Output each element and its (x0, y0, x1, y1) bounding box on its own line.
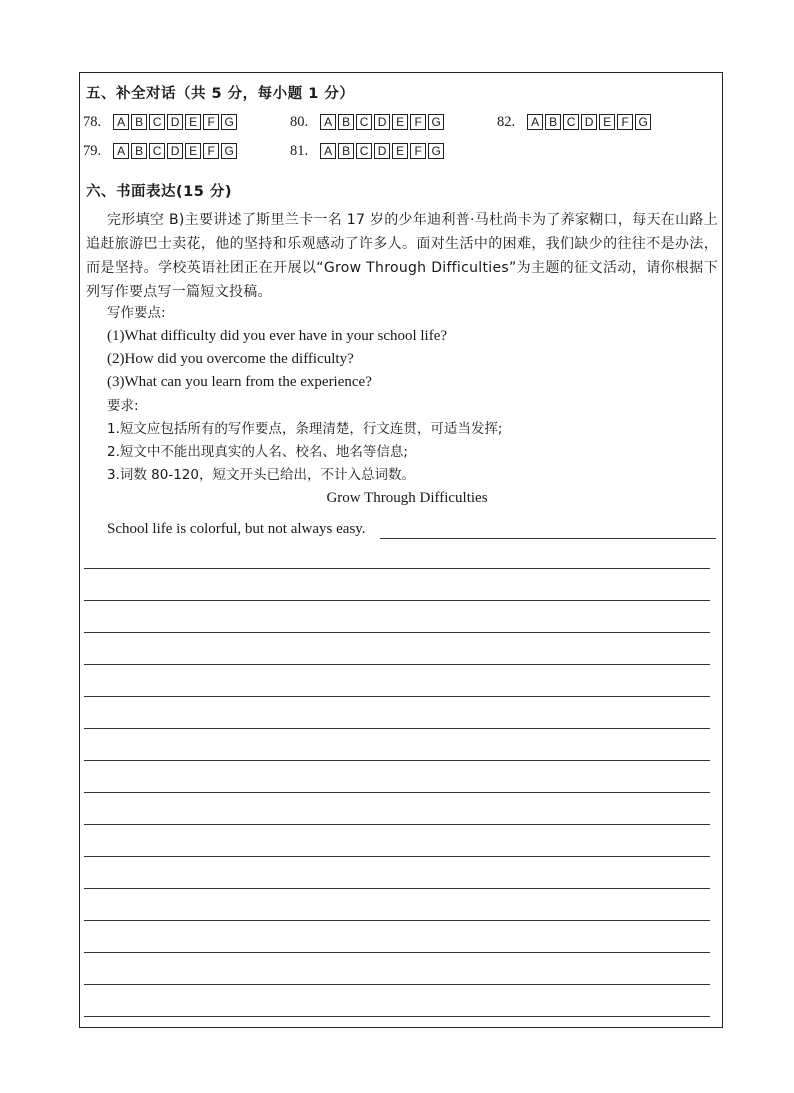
writing-line[interactable] (84, 920, 710, 921)
option-f-box[interactable]: F (410, 143, 426, 159)
option-d-box[interactable]: D (581, 114, 597, 130)
writing-points-label: 写作要点: (107, 305, 166, 321)
option-g-box[interactable]: G (221, 114, 237, 130)
writing-line[interactable] (84, 856, 710, 857)
option-a-box[interactable]: A (320, 143, 336, 159)
requirement-3: 3.词数 80-120，短文开头已给出，不计入总词数。 (107, 467, 415, 483)
option-b-box[interactable]: B (545, 114, 561, 130)
option-a-box[interactable]: A (527, 114, 543, 130)
option-e-box[interactable]: E (185, 143, 201, 159)
option-b-box[interactable]: B (131, 143, 147, 159)
option-b-box[interactable]: B (338, 143, 354, 159)
option-group (320, 114, 446, 130)
writing-line[interactable] (84, 696, 710, 697)
option-d-box[interactable]: D (374, 114, 390, 130)
essay-title: Grow Through Difficulties (326, 490, 488, 506)
option-b-box[interactable]: B (131, 114, 147, 130)
option-group (320, 143, 446, 159)
requirement-1: 1.短文应包括所有的写作要点，条理清楚，行文连贯，可适当发挥; (107, 421, 503, 437)
question-number: 78. (83, 113, 102, 130)
option-d-box[interactable]: D (167, 114, 183, 130)
section-6-title: 六、书面表达(15 分) (86, 184, 232, 200)
option-c-box[interactable]: C (356, 143, 372, 159)
writing-line[interactable] (84, 984, 710, 985)
writing-prompt-intro: 完形填空 B)主要讲述了斯里兰卡一名 17 岁的少年迪利普·马杜尚卡为了养家糊口，每天在山路上追赶旅游巴士卖花，他的坚持和乐观感动了许多人。面对生活中的困难，我们缺少的往往不是办法，而是坚持。学校英语社团正在开展以“Grow Through Difficulties”为主题的征文活动，请你根据下列写作要点写一篇短文投稿。 (86, 212, 718, 300)
option-e-box[interactable]: E (392, 114, 408, 130)
option-a-box[interactable]: A (320, 114, 336, 130)
option-e-box[interactable]: E (599, 114, 615, 130)
writing-point-3: (3)What can you learn from the experience? (107, 374, 372, 390)
writing-line[interactable] (84, 600, 710, 601)
question-82-row (497, 113, 653, 131)
writing-line[interactable] (84, 888, 710, 889)
option-group (113, 143, 239, 159)
option-c-box[interactable]: C (356, 114, 372, 130)
question-number: 80. (290, 113, 309, 130)
option-d-box[interactable]: D (167, 143, 183, 159)
option-f-box[interactable]: F (617, 114, 633, 130)
writing-line[interactable] (84, 760, 710, 761)
option-c-box[interactable]: C (563, 114, 579, 130)
question-81-row (290, 142, 446, 160)
writing-line[interactable] (84, 824, 710, 825)
option-group (113, 114, 239, 130)
option-e-box[interactable]: E (392, 143, 408, 159)
question-number: 82. (497, 113, 516, 130)
writing-line[interactable] (84, 728, 710, 729)
option-f-box[interactable]: F (203, 114, 219, 130)
writing-line[interactable] (84, 1016, 710, 1017)
question-number: 79. (83, 142, 102, 159)
option-g-box[interactable]: G (221, 143, 237, 159)
writing-point-1: (1)What difficulty did you ever have in your school life? (107, 328, 448, 344)
option-g-box[interactable]: G (635, 114, 651, 130)
option-f-box[interactable]: F (410, 114, 426, 130)
question-79-row (83, 142, 239, 160)
question-number: 81. (290, 142, 309, 159)
option-group (527, 114, 653, 130)
option-c-box[interactable]: C (149, 143, 165, 159)
requirement-2: 2.短文中不能出现真实的人名、校名、地名等信息; (107, 444, 408, 460)
question-78-row (83, 113, 239, 131)
writing-line[interactable] (84, 632, 710, 633)
writing-line[interactable] (84, 568, 710, 569)
option-d-box[interactable]: D (374, 143, 390, 159)
option-a-box[interactable]: A (113, 114, 129, 130)
option-f-box[interactable]: F (203, 143, 219, 159)
option-g-box[interactable]: G (428, 114, 444, 130)
option-g-box[interactable]: G (428, 143, 444, 159)
option-e-box[interactable]: E (185, 114, 201, 130)
requirements-label: 要求: (107, 398, 139, 414)
question-80-row (290, 113, 446, 131)
writing-line[interactable] (84, 952, 710, 953)
writing-point-2: (2)How did you overcome the difficulty? (107, 351, 354, 367)
writing-line[interactable] (84, 664, 710, 665)
writing-line-first[interactable] (380, 538, 716, 539)
option-b-box[interactable]: B (338, 114, 354, 130)
writing-line[interactable] (84, 792, 710, 793)
section-5-title: 五、补全对话（共 5 分，每小题 1 分） (86, 86, 355, 102)
essay-opening-sentence: School life is colorful, but not always easy. (107, 521, 366, 537)
option-a-box[interactable]: A (113, 143, 129, 159)
option-c-box[interactable]: C (149, 114, 165, 130)
